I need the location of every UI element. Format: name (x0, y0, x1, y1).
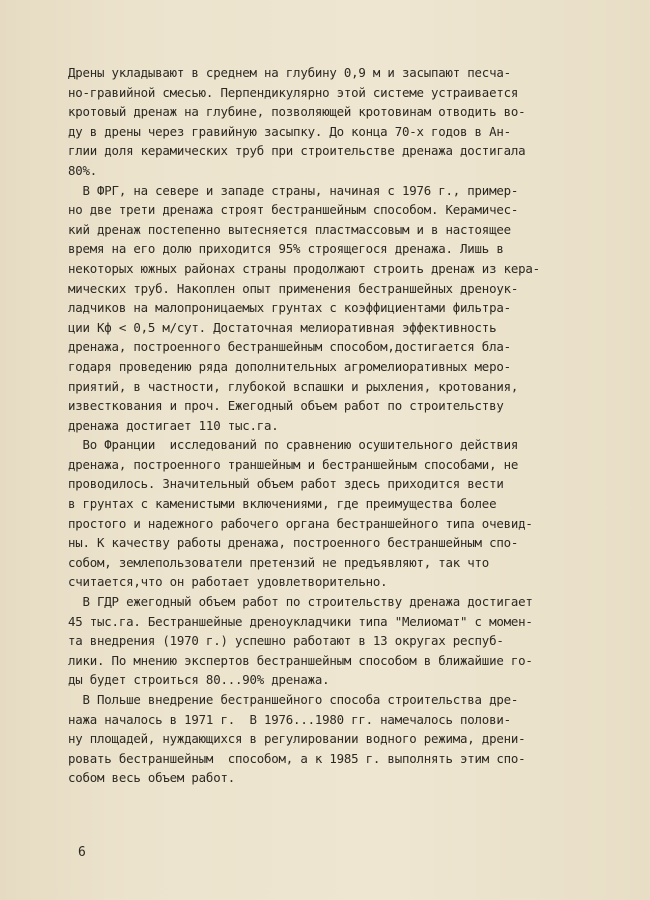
text-line: в грунтах с каменистыми включениями, где преимущества более (68, 496, 497, 512)
text-line: простого и надежного рабочего органа бестраншейного типа очевид- (68, 515, 533, 531)
body-text (68, 63, 628, 788)
text-line: та внедрения (1970 г.) успешно работают в 13 округах респуб- (68, 633, 504, 649)
paragraph (68, 181, 628, 436)
text-line: 80%. (68, 162, 98, 178)
text-line: мических труб. Накоплен опыт применения бестраншейных дреноук- (68, 280, 519, 296)
text-line: известкования и проч. Ежегодный объем работ по строительству (68, 398, 504, 414)
text-line: время на его долю приходится 95% строящегося дренажа. Лишь в (68, 241, 504, 257)
text-line: дренажа, построенного бестраншейным способом,достигается бла- (68, 339, 511, 355)
text-line: кий дренаж постепенно вытесняется пластмассовым и в настоящее (68, 221, 511, 237)
text-line: некоторых южных районах страны продолжают строить дренаж из кера- (68, 260, 540, 276)
text-line: проводилось. Значительный объем работ здесь приходится вести (68, 476, 504, 492)
text-line: 45 тыс.га. Бестраншейные дреноукладчики типа "Мелиомат" с момен- (68, 613, 533, 629)
text-line: ды будет строиться 80...90% дренажа. (68, 672, 330, 688)
page-number: 6 (78, 845, 86, 860)
text-line: считается,что он работает удовлетворительно. (68, 574, 388, 590)
text-line: глии доля керамических труб при строительстве дренажа достигала (68, 143, 526, 159)
text-line: ны. К качеству работы дренажа, построенного бестраншейным спо- (68, 535, 519, 551)
text-line: дренажа достигает 110 тыс.га. (68, 417, 279, 433)
text-line: В ГДР ежегодный объем работ по строительству дренажа достигает (68, 594, 533, 610)
text-line: В ФРГ, на севере и западе страны, начиная с 1976 г., пример- (68, 182, 519, 198)
text-line: но-гравийной смесью. Перпендикулярно этой системе устраивается (68, 84, 519, 100)
paragraph (68, 690, 628, 788)
text-line: но две трети дренажа строят бестраншейным способом. Керамичес- (68, 202, 519, 218)
text-line: кротовый дренаж на глубине, позволяющей кротовинам отводить во- (68, 104, 526, 120)
paragraph (68, 63, 628, 181)
text-line: лики. По мнению экспертов бестраншейным способом в ближайшие го- (68, 652, 533, 668)
text-line: годаря проведению ряда дополнительных агромелиоративных меро- (68, 358, 511, 374)
text-line: В Польше внедрение бестраншейного способа строительства дре- (68, 692, 519, 707)
text-line: собом, землепользователи претензий не предъявляют, так что (68, 554, 490, 570)
text-line: Дрены укладывают в среднем на глубину 0,9 м и засыпают песча- (68, 65, 511, 80)
text-line: ну площадей, нуждающихся в регулировании водного режима, дрени- (68, 731, 526, 747)
text-line: собом весь объем работ. (68, 770, 235, 786)
text-line: ровать бестраншейным способом, а к 1985 г. выполнять этим спо- (68, 750, 526, 766)
text-line: Во Франции исследований по сравнению осушительного действия (68, 437, 519, 453)
paragraph (68, 592, 628, 690)
text-line: нажа началось в 1971 г. В 1976...1980 гг. намечалось полови- (68, 711, 511, 727)
paragraph (68, 435, 628, 592)
text-line: ции Кф < 0,5 м/сут. Достаточная мелиоративная эффективность (68, 319, 497, 335)
text-line: ладчиков на малопроницаемых грунтах с коэффициентами фильтра- (68, 300, 511, 316)
text-line: дренажа, построенного траншейным и бестраншейным способами, не (68, 456, 519, 472)
text-line: ду в дрены через гравийную засыпку. До конца 70-х годов в Ан- (68, 123, 511, 139)
text-line: приятий, в частности, глубокой вспашки и рыхления, кротования, (68, 378, 519, 394)
